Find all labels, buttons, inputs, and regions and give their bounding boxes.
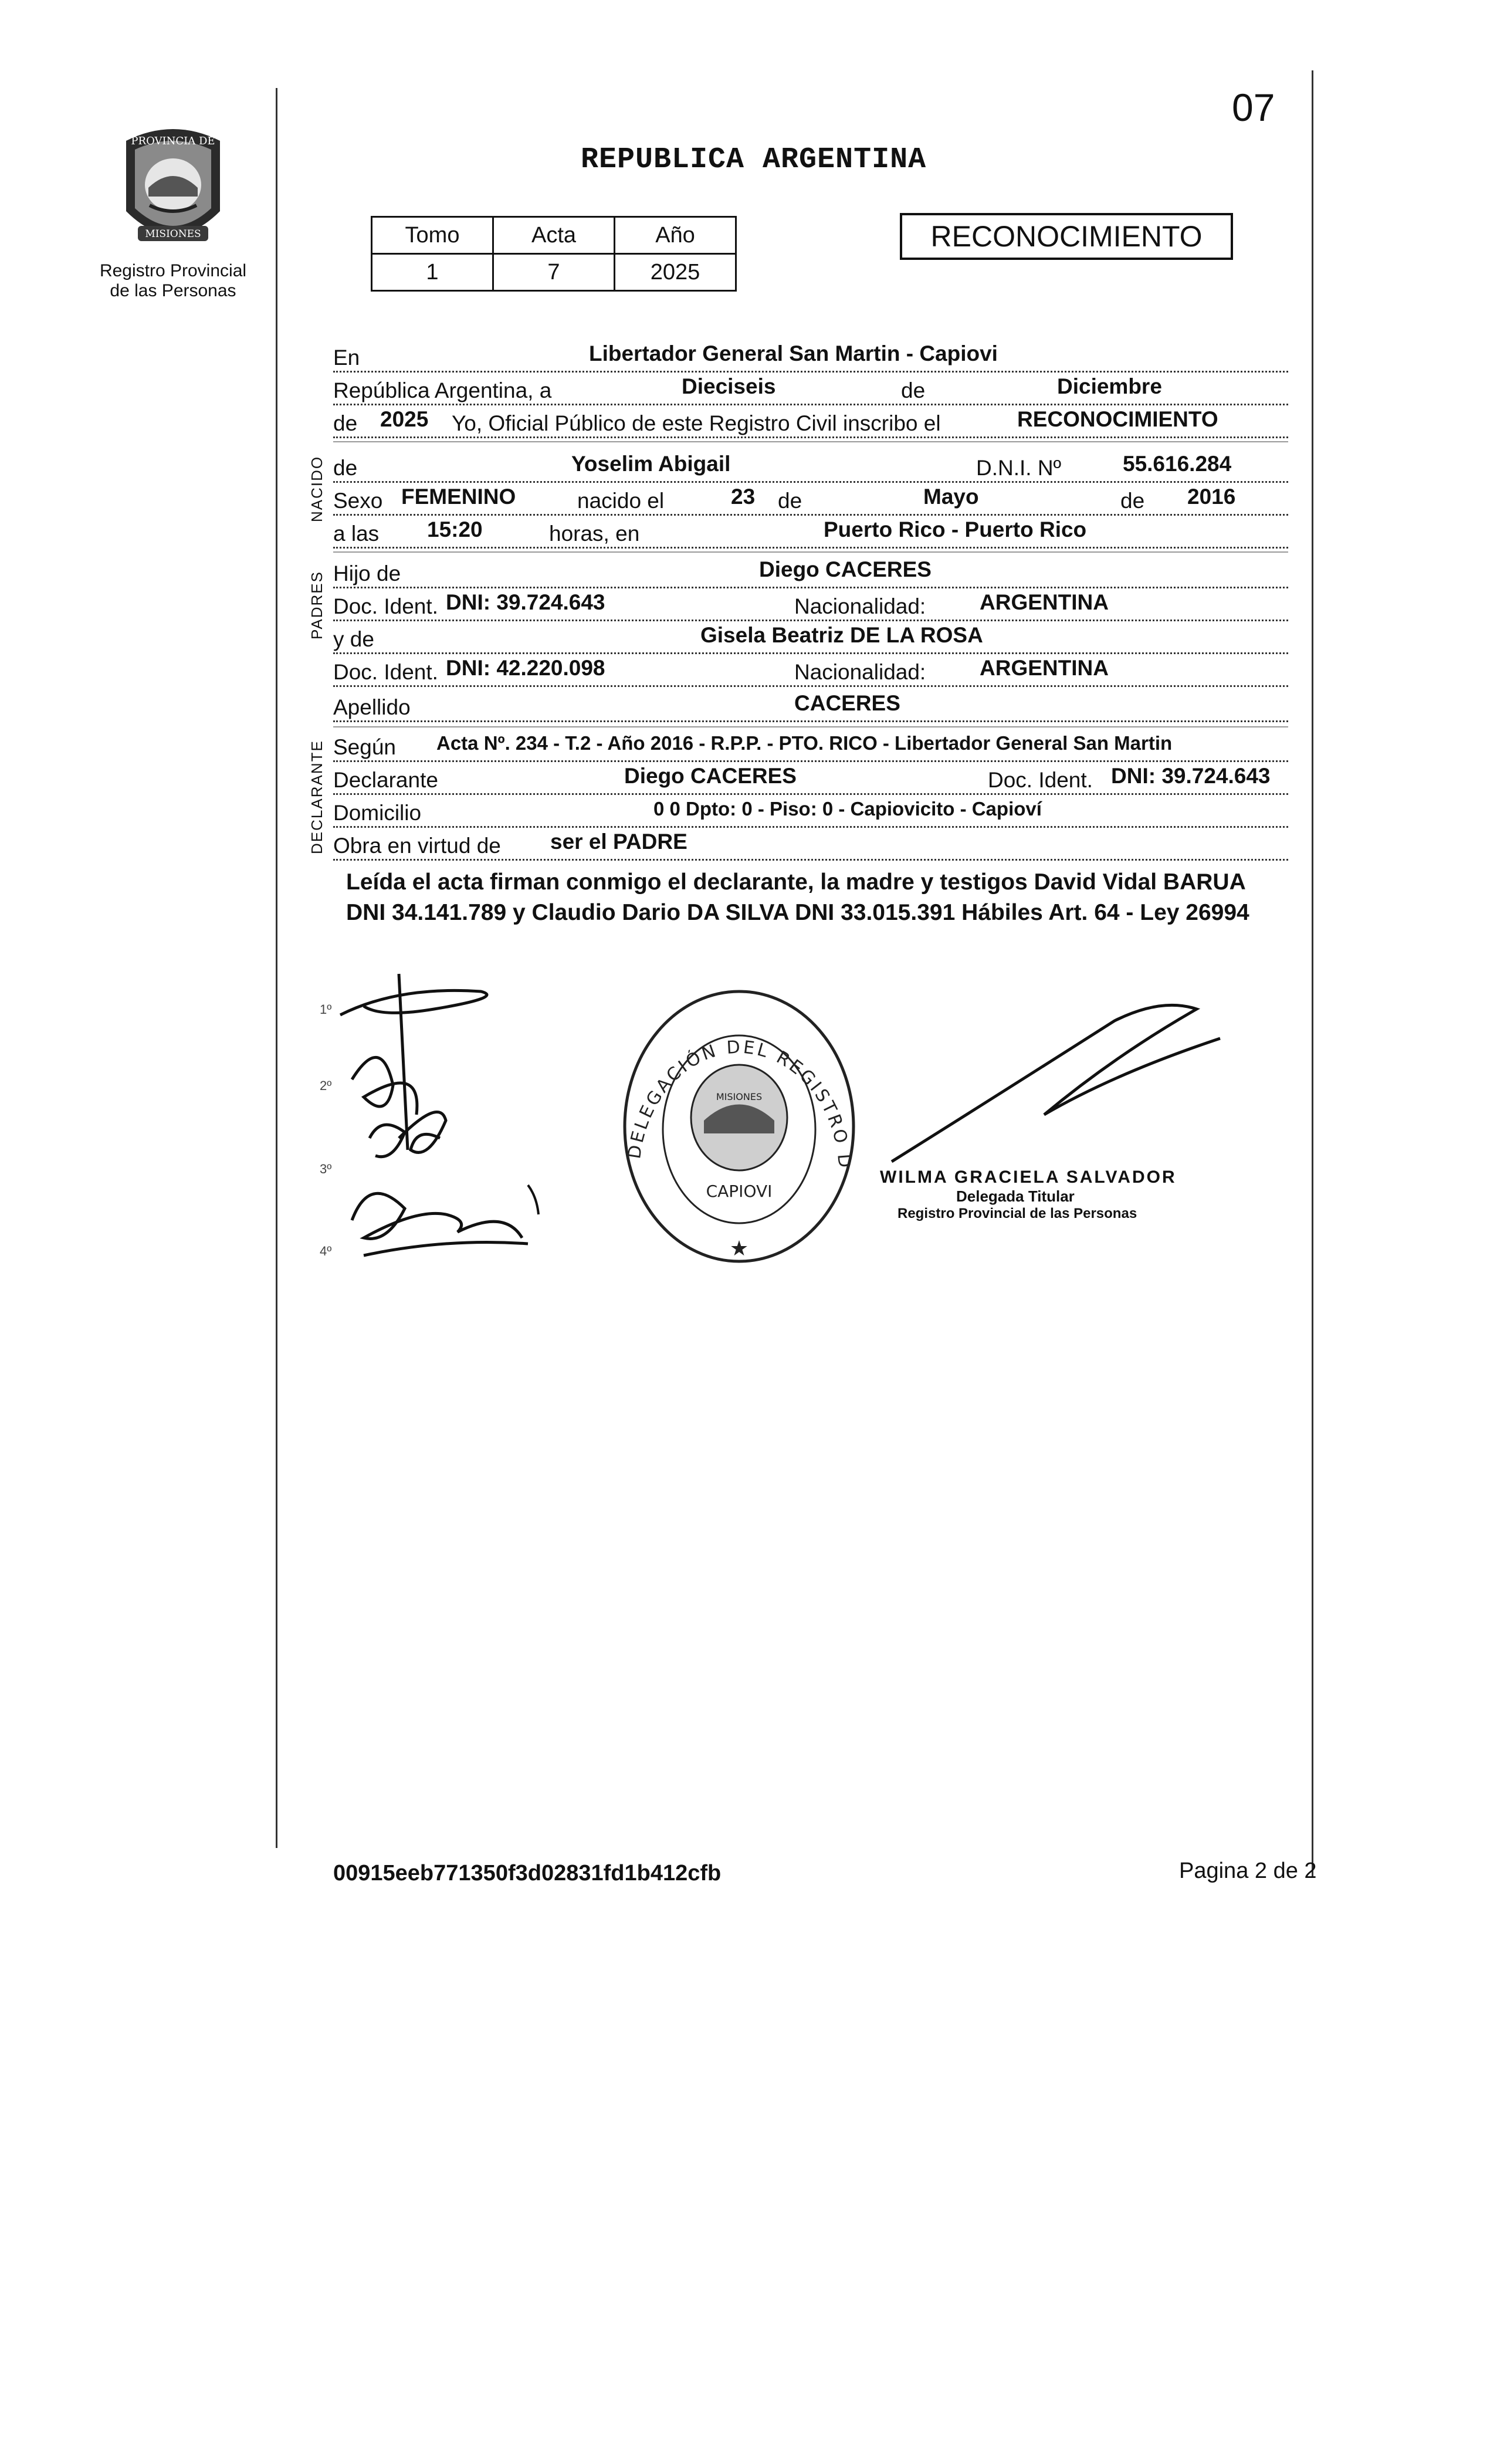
birth-year: 2016 [1184,485,1239,509]
signature-mark-1: 1º [320,1002,332,1017]
registry-name-line1: Registro Provincial [99,261,247,280]
misiones-coat-of-arms-icon [114,123,232,258]
address-label: Domicilio [333,800,426,826]
stamp-province-text: MISIONES [716,1091,763,1102]
stamp-inner-bottom: CAPIOVI [706,1182,773,1201]
document-hash: 00915eeb771350f3d02831fd1b412cfb [333,1861,722,1886]
declarant-name: Diego CACERES [621,764,800,788]
row-declarant [333,760,1288,795]
sexo-label: Sexo [333,488,387,514]
handwritten-signatures [328,962,575,1291]
father-doc-label: Doc. Ident. [333,594,443,620]
child-dni: 55.616.284 [1119,452,1235,476]
en-label: En [333,345,364,371]
sex-value: FEMENINO [398,485,519,509]
official-seal [880,1167,1208,1222]
surname-label: Apellido [333,695,415,720]
republic-label: República Argentina, a [333,378,556,404]
province-logo [94,123,252,301]
row-segun [333,727,1288,762]
registry-name-line2: de las Personas [110,281,236,300]
address-value: 0 0 Dpto: 0 - Piso: 0 - Capiovicito - Capioví [650,797,1045,821]
birth-time: 15:20 [424,517,486,542]
segun-value: Acta Nº. 234 - T.2 - Año 2016 - R.P.P. - PTO. RICO - Libertador General San Martin [433,731,1176,756]
mother-nat-label: Nacionalidad: [791,659,929,685]
row-virtue [333,826,1288,861]
row-mother-doc [333,652,1288,687]
virtue-label: Obra en virtud de [333,833,506,859]
separator-nacido [333,441,1288,442]
row-address [333,793,1288,828]
svg-text:PROVINCIA DE: PROVINCIA DE [131,135,215,147]
star-icon: ★ [729,1237,749,1261]
hours-label: horas, en [546,521,643,547]
segun-label: Según [333,735,401,760]
father-nationality: ARGENTINA [976,590,1112,615]
de-label-name: de [333,455,362,481]
mother-doc: DNI: 42.220.098 [442,656,609,681]
official-office: Registro Provincial de las Personas [897,1206,1137,1221]
page-number: 07 [1232,86,1275,129]
mother-name: Gisela Beatriz DE LA ROSA [697,623,987,648]
de-label-2: de [774,488,805,514]
acta-header: Acta [493,217,615,254]
page-indicator: Pagina 2 de 2 [1179,1859,1317,1883]
virtue-value: ser el PADRE [547,830,691,854]
anio-value: 2025 [615,254,736,291]
father-nat-label: Nacionalidad: [791,594,929,620]
surname-value: CACERES [791,691,904,716]
row-surname [333,688,1288,722]
country-title: REPUBLICA ARGENTINA [581,143,927,177]
de-label: de [897,378,929,404]
declarant-label: Declarante [333,767,443,793]
de2-label: de [333,411,362,436]
day-value: Dieciseis [678,374,779,399]
place-value: Libertador General San Martin - Capiovi [585,341,1001,366]
signature-mark-4: 4º [320,1244,332,1258]
section-label-padres: PADRES [308,571,326,639]
official-signature [868,986,1232,1173]
tomo-header: Tomo [372,217,493,254]
stamp-ring-text: DELEGACIÓN DEL REGISTRO D [624,1037,855,1171]
row-father-doc [333,587,1288,621]
official-name: WILMA GRACIELA SALVADOR [880,1167,1177,1187]
father-label: Hijo de [333,561,405,587]
row-time-place [333,514,1288,549]
left-frame-line [276,88,277,1848]
signature-stroke-1 [340,990,487,1015]
officer-text: Yo, Oficial Público de este Registro Civil inscribo el [448,411,944,436]
mother-label: y de [333,627,379,652]
time-label: a las [333,521,384,547]
signature-mark-2: 2º [320,1078,332,1093]
official-title: Delegada Titular [956,1187,1075,1205]
year-value: 2025 [377,407,432,432]
svg-text:MISIONES: MISIONES [145,228,201,240]
acta-value: 7 [493,254,615,291]
delegation-stamp [616,980,862,1288]
row-name [333,448,1288,483]
birth-day: 23 [727,485,758,509]
father-doc: DNI: 39.724.643 [442,590,609,615]
signature-mark-3: 3º [320,1162,332,1176]
signature-stroke-5 [528,1185,538,1214]
record-value: RECONOCIMIENTO [1014,407,1222,432]
child-name: Yoselim Abigail [568,452,734,476]
section-label-nacido: NACIDO [308,455,326,522]
birth-month: Mayo [920,485,983,509]
anio-header: Año [615,217,736,254]
declarant-doc: DNI: 39.724.643 [1107,764,1274,788]
row-place [333,338,1288,373]
closing-statement: Leída el acta firman conmigo el declarante, la madre y testigos David Vidal BARUA DNI 34.141.789 y Claudio Dario DA SILVA DNI 33.015.391 Hábiles Art. 64 - Ley 26994 [346,869,1249,925]
row-date [333,371,1288,405]
row-father [333,554,1288,588]
de-label-3: de [1117,488,1148,514]
section-label-declarante: DECLARANTE [308,740,326,854]
tomo-value: 1 [372,254,493,291]
row-sex-birth [333,481,1288,516]
mother-doc-label: Doc. Ident. [333,659,443,685]
row-mother [333,620,1288,654]
birth-place: Puerto Rico - Puerto Rico [820,517,1090,542]
row-year [333,404,1288,438]
record-type-box: RECONOCIMIENTO [900,213,1233,260]
separator-padres [333,551,1288,553]
declarant-doc-label: Doc. Ident. [984,767,1096,793]
book-reference-table [371,216,737,292]
stamp-seal-icon [616,980,862,1285]
signature-stroke-4 [352,1193,528,1255]
mother-nationality: ARGENTINA [976,656,1112,681]
right-frame-line [1312,70,1313,1877]
month-value: Diciembre [1054,374,1166,399]
dni-label: D.N.I. Nº [973,455,1065,481]
born-label: nacido el [574,488,668,514]
father-name: Diego CACERES [756,557,935,582]
